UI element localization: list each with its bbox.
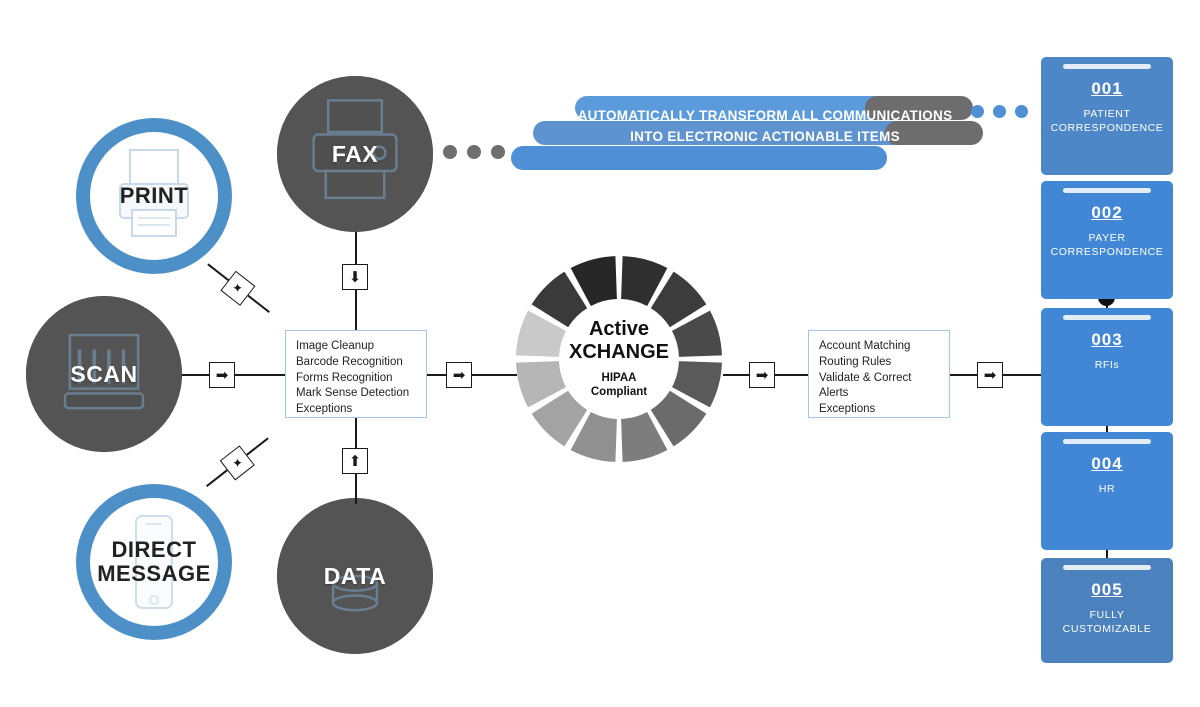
output-name: PATIENT CORRESPONDENCE xyxy=(1050,108,1164,134)
rules-item: Alerts xyxy=(819,387,849,400)
banner xyxy=(505,96,1035,178)
arrow-data-up xyxy=(342,448,368,474)
rules-item: Account Matching xyxy=(819,340,911,352)
source-label-direct-message: DIRECT MESSAGE xyxy=(97,537,211,586)
source-node-direct-message[interactable] xyxy=(76,484,232,640)
dot xyxy=(443,145,457,159)
card-tab xyxy=(1063,188,1151,193)
source-label-print: PRINT xyxy=(119,183,189,209)
arrow-right-glyph: ➡ xyxy=(983,366,997,384)
wheel-center-label xyxy=(560,300,678,418)
capture-item: Barcode Recognition xyxy=(296,355,403,368)
capture-item: Mark Sense Detection xyxy=(296,387,410,400)
arrow-right-glyph: ➡ xyxy=(452,366,466,384)
arrow-capture-to-engine xyxy=(446,362,472,388)
engine-subtitle-line2: Compliant xyxy=(590,385,648,398)
card-tab xyxy=(1063,565,1151,570)
rules-item: Routing Rules xyxy=(819,355,892,368)
capture-item: Exceptions xyxy=(296,403,353,415)
routing-rules-box xyxy=(808,330,950,418)
arrow-glyph: ✦ xyxy=(232,280,244,296)
capture-process-box xyxy=(285,330,427,418)
output-name: HR xyxy=(1098,483,1116,495)
dot xyxy=(467,145,481,159)
output-number: 005 xyxy=(1091,580,1123,599)
source-node-scan[interactable] xyxy=(26,296,182,452)
arrow-down-glyph: ⬇ xyxy=(348,268,362,286)
fax-to-banner-dots xyxy=(443,145,505,159)
engine-subtitle-line1: HIPAA xyxy=(601,372,637,385)
output-card-003[interactable] xyxy=(1041,308,1173,426)
arrow-rules-to-outputs xyxy=(977,362,1003,388)
output-number: 001 xyxy=(1091,79,1123,98)
rules-item: Exceptions xyxy=(819,403,876,415)
output-card-004[interactable] xyxy=(1041,432,1173,550)
source-node-data[interactable] xyxy=(277,498,433,654)
connector-direct-message-to-capture xyxy=(192,417,285,510)
output-card-002[interactable] xyxy=(1041,181,1173,299)
engine-subtitle xyxy=(591,372,647,400)
rules-item: Validate & Correct xyxy=(819,371,912,384)
output-name: PAYER CORRESPONDENCE xyxy=(1050,232,1164,258)
card-tab xyxy=(1063,315,1151,320)
dot xyxy=(491,145,505,159)
output-name: FULLY CUSTOMIZABLE xyxy=(1062,609,1152,635)
arrow-engine-to-rules xyxy=(749,362,775,388)
engine-title-line1: Active xyxy=(588,318,650,341)
output-name: RFIs xyxy=(1094,359,1120,371)
banner-text: AUTOMATICALLY TRANSFORM ALL COMMUNICATIONS INTO ELECTRONIC ACTIONABLE ITEMS xyxy=(577,108,953,144)
output-card-005[interactable] xyxy=(1041,558,1173,663)
card-tab xyxy=(1063,64,1151,69)
output-number: 002 xyxy=(1091,203,1123,222)
capture-item: Image Cleanup xyxy=(296,340,374,352)
source-node-print[interactable] xyxy=(76,118,232,274)
arrow-scan-right xyxy=(209,362,235,388)
output-number: 003 xyxy=(1091,330,1123,349)
banner-dot xyxy=(993,105,1006,118)
arrow-up-glyph: ⬆ xyxy=(348,452,362,470)
engine-title-line2: XCHANGE xyxy=(568,340,669,363)
source-label-fax: FAX xyxy=(331,140,379,167)
output-card-001[interactable] xyxy=(1041,57,1173,175)
source-node-fax[interactable] xyxy=(277,76,433,232)
output-number: 004 xyxy=(1091,454,1123,473)
banner-dot xyxy=(1015,105,1028,118)
banner-bar-bottom xyxy=(511,146,887,170)
active-xchange-wheel xyxy=(513,253,725,465)
banner-dot xyxy=(971,105,984,118)
source-label-data: DATA xyxy=(323,562,387,589)
arrow-fax-down xyxy=(342,264,368,290)
capture-item: Forms Recognition xyxy=(296,371,393,384)
source-label-scan: SCAN xyxy=(70,360,138,387)
card-tab xyxy=(1063,439,1151,444)
connector-capture-to-engine xyxy=(427,374,517,376)
arrow-glyph: ✦ xyxy=(231,454,243,470)
arrow-right-glyph: ➡ xyxy=(755,366,769,384)
arrow-right-glyph: ➡ xyxy=(215,366,229,384)
